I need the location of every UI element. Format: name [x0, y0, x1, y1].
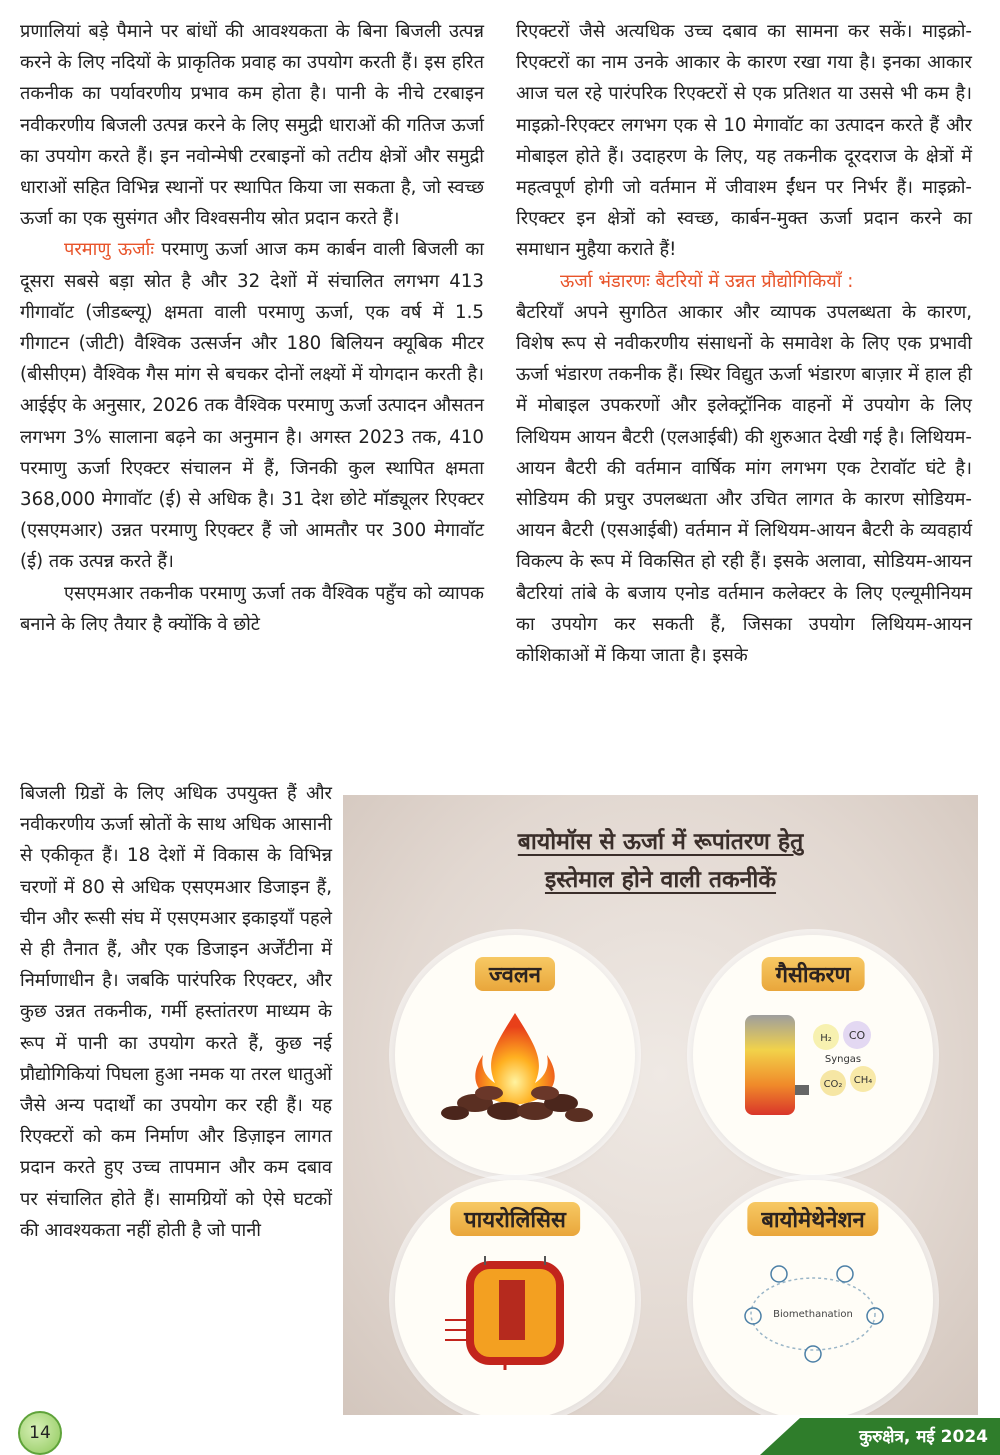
co2-label: CO₂ — [823, 1079, 843, 1090]
infographic-title — [343, 823, 978, 899]
syngas-label: Syngas — [824, 1054, 862, 1065]
co-label: CO — [848, 1029, 866, 1042]
pyrolysis-label: पायरोलिसिस — [450, 1202, 580, 1236]
h2-label: H₂ — [820, 1033, 832, 1044]
gasification-circle — [693, 935, 933, 1175]
energy-storage-heading: ऊर्जा भंडारणः बैटरियों में उन्नत प्रौद्योगिकियाँ : — [560, 270, 854, 292]
publication-footer: कुरुक्षेत्र, मई 2024 — [859, 1427, 988, 1447]
nuclear-energy-heading: परमाणु ऊर्जाः — [64, 239, 155, 261]
biomass-infographic — [343, 795, 978, 1415]
campfire-icon — [425, 1005, 605, 1125]
left-column — [20, 16, 484, 640]
biomethanation-circle — [693, 1180, 933, 1415]
infographic-title-line-2: इस्तेमाल होने वाली तकनीकें — [544, 867, 777, 893]
paragraph-smr: एसएमआर तकनीक परमाणु ऊर्जा तक वैश्विक पहुँच को व्यापक बनाने के लिए तैयार है क्योंकि वे छोटे — [20, 582, 484, 635]
paragraph-micro-reactors: रिएक्टरों जैसे अत्यधिक उच्च दबाव का सामना कर सकें। माइक्रो-रिएक्टरों का नाम उनके आकार के कारण रखा गया है। इनका आकार आज चल रहे पारंपरिक रिएक्टरों से एक प्रतिशत या उससे भी कम है। माइक्रो-रिएक्टर लगभग एक से 10 मेगावॉट का उत्पादन करते हैं और मोबाइल होते हैं। उदाहरण के लिए, यह तकनीक दूरदराज के क्षेत्रों में महत्वपूर्ण होगी जो वर्तमान में जीवाश्म ईंधन पर निर्भर हैं। माइक्रो-रिएक्टर इन क्षेत्रों को स्वच्छ, कार्बन-मुक्त ऊर्जा प्रदान करने का समाधान मुहैया कराते हैं! — [516, 21, 972, 261]
pyrolysis-circle — [395, 1180, 635, 1415]
paragraph-hydro: प्रणालियां बड़े पैमाने पर बांधों की आवश्यकता के बिना बिजली उत्पन्न करने के लिए नदियों के प्राकृतिक प्रवाह का उपयोग करती हैं। इस हरित तकनीक का पर्यावरणीय प्रभाव कम होता है। पानी के नीचे टरबाइन नवीकरणीय बिजली उत्पन्न करने के लिए समुद्री धाराओं की गतिज ऊर्जा का उपयोग करते हैं। इन नवोन्मेषी टरबाइनों को तटीय क्षेत्रों और समुद्री धाराओं सहित विभिन्न स्थानों पर स्थापित किया जा सकता है, जो स्वच्छ ऊर्जा का एक सुसंगत और विश्वसनीय स्रोत प्रदान करते हैं। — [20, 21, 484, 230]
biomethanation-cycle-icon — [723, 1250, 903, 1370]
right-column — [516, 16, 972, 671]
paragraph-smr-continued: बिजली ग्रिडों के लिए अधिक उपयुक्त हैं और नवीकरणीय ऊर्जा स्रोतों के साथ अधिक आसानी से एकीकृत हैं। 18 देशों में विकास के विभिन्न चरणों में 80 से अधिक एसएमआर डिजाइन हैं, चीन और रूसी संघ में एसएमआर इकाइयाँ पहले से ही तैनात हैं, और एक डिजाइन अर्जेंटीना में निर्माणाधीन है। जबकि पारंपरिक रिएक्टर, और कुछ उन्नत तकनीक, गर्मी हस्तांतरण माध्यम के रूप में पानी का उपयोग करते हैं, कुछ नई प्रौद्योगिकियां पिघला हुआ नमक या तरल धातुओं जैसे अन्य पदार्थों का उपयोग कर रही हैं। यह रिएक्टरों को कम निर्माण और डिज़ाइन लागत प्रदान करते हुए उच्च तापमान और कम दबाव पर संचालित होते हैं। सामग्रियों को ऐसे घटकों की आवश्यकता नहीं होती है जो पानी — [20, 783, 332, 1241]
pyrolysis-reactor-icon — [425, 1250, 605, 1370]
gasification-label: गैसीकरण — [762, 957, 865, 991]
combustion-circle — [395, 935, 635, 1175]
combustion-label: ज्वलन — [475, 957, 555, 991]
nuclear-energy-text: परमाणु ऊर्जा आज कम कार्बन वाली बिजली का दूसरा सबसे बड़ा स्रोत है और 32 देशों में संचालित लगभग 413 गीगावॉट (जीडब्ल्यू) क्षमता वाली परमाणु ऊर्जा, एक वर्ष में 1.5 गीगाटन (जीटी) वैश्विक उत्सर्जन और 180 बिलियन क्यूबिक मीटर (बीसीएम) वैश्विक गैस मांग से बचकर दोनों लक्ष्यों में योगदान करती है। आईईए के अनुसार, 2026 तक वैश्विक परमाणु ऊर्जा उत्पादन औसतन लगभग 3% सालाना बढ़ने का अनुमान है। अगस्त 2023 तक, 410 परमाणु ऊर्जा रिएक्टर संचालन में हैं, जिनकी कुल स्थापित क्षमता 368,000 मेगावॉट (ई) से अधिक है। 31 देश छोटे मॉड्यूलर रिएक्टर (एसएमआर) उन्नत परमाणु रिएक्टर हैं जो आमतौर पर 300 मेगावॉट (ई) तक उत्पन्न करते हैं। — [20, 239, 485, 573]
left-column-continuation — [20, 778, 332, 1246]
paragraph-batteries: बैटरियाँ अपने सुगठित आकार और व्यापक उपलब्धता के कारण, विशेष रूप से नवीकरणीय संसाधनों के समावेश के लिए एक प्रभावी ऊर्जा भंडारण तकनीक हैं। स्थिर विद्युत ऊर्जा भंडारण बाज़ार में हाल ही में मोबाइल उपकरणों और इलेक्ट्रॉनिक वाहनों में उपयोग के लिए लिथियम आयन बैटरी (एलआईबी) की शुरुआत देखी गई है। लिथियम-आयन बैटरी की वर्तमान वार्षिक मांग लगभग एक टेरावॉट घंटे है। सोडियम की प्रचुर उपलब्धता और उचित लागत के कारण सोडियम-आयन बैटरी (एसआईबी) वर्तमान में लिथियम-आयन बैटरी के व्यवहार्य विकल्प के रूप में विकसित हो रही हैं। इसके अलावा, सोडियम-आयन बैटरियां तांबे के बजाय एनोड वर्तमान कलेक्टर के लिए एल्यूमीनियम का उपयोग कर सकती हैं, जिसका उपयोग लिथियम-आयन कोशिकाओं में किया जाता है। इसके — [516, 301, 972, 667]
infographic-title-line-1: बायोमॉस से ऊर्जा में रूपांतरण हेतु — [517, 829, 804, 855]
gasifier-icon — [723, 1005, 903, 1125]
ch4-label: CH₄ — [853, 1075, 873, 1086]
page-number: 14 — [18, 1411, 62, 1455]
biomethanation-diagram-label: Biomethanation — [773, 1309, 853, 1320]
biomethanation-label: बायोमेथेनेशन — [747, 1202, 878, 1236]
paragraph-nuclear — [20, 234, 484, 577]
